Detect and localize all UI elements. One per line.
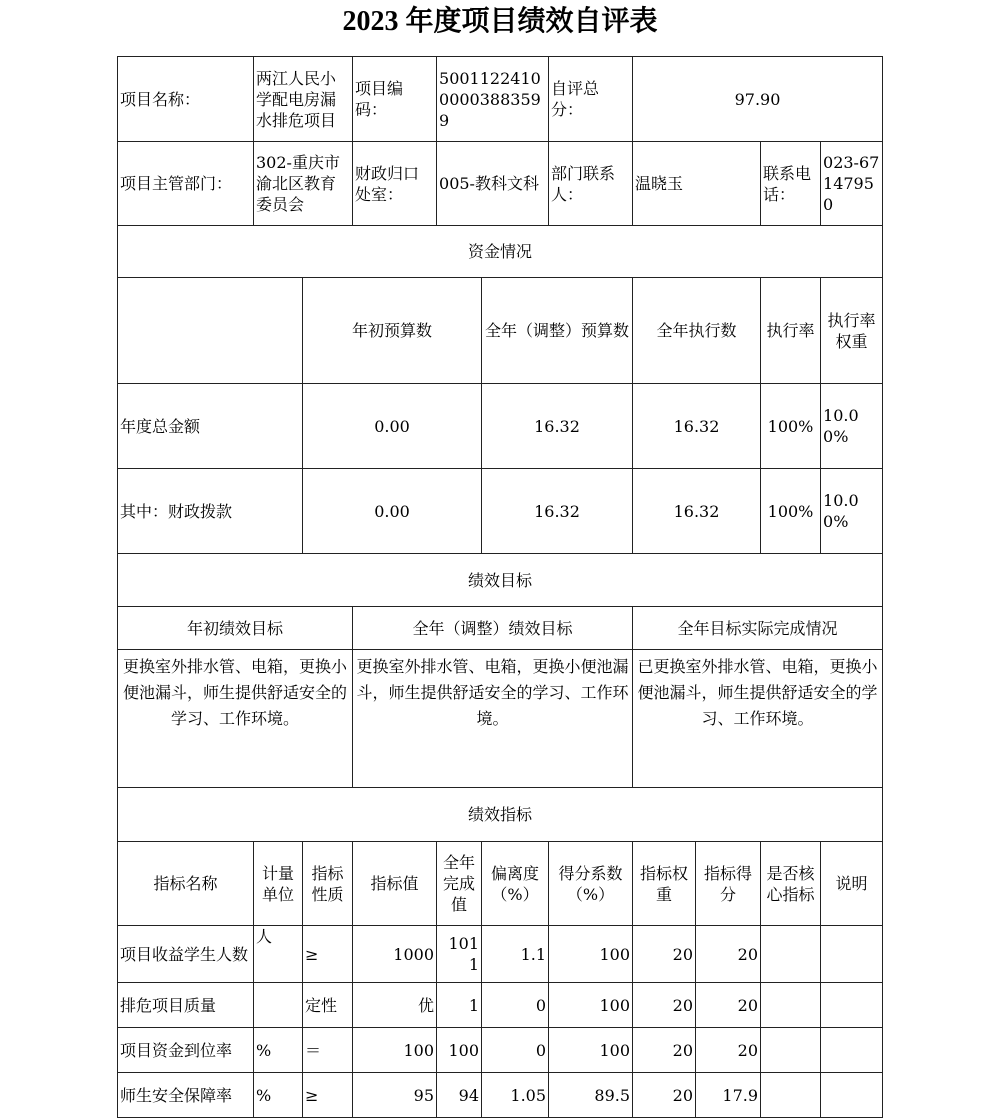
ind-header-note: 说明 — [821, 842, 883, 926]
phone: 023-67147950 — [821, 142, 883, 226]
finance: 005-教科文科 — [437, 142, 549, 226]
indicators-section-title: 绩效指标 — [118, 788, 883, 842]
ind-weight: 20 — [633, 1028, 696, 1073]
table-row — [118, 1028, 883, 1073]
funds-cell: 0.00 — [303, 469, 482, 554]
ind-header-score: 指标得分 — [696, 842, 761, 926]
ind-nature: ≥ — [303, 1073, 353, 1118]
ind-core — [761, 1073, 821, 1118]
ind-core — [761, 983, 821, 1028]
dept: 302-重庆市渝北区教育委员会 — [254, 142, 353, 226]
ind-name: 项目资金到位率 — [118, 1028, 254, 1073]
page-title: 2023 年度项目绩效自评表 — [342, 6, 658, 37]
ind-note — [821, 1073, 883, 1118]
table-row — [118, 384, 883, 469]
table-row — [118, 469, 883, 554]
ind-unit: 人 — [254, 926, 303, 983]
ind-header-weight: 指标权重 — [633, 842, 696, 926]
ind-score: 20 — [696, 983, 761, 1028]
ind-core — [761, 926, 821, 983]
ind-completed: 1 — [437, 983, 482, 1028]
funds-header-empty — [118, 278, 303, 384]
ind-nature: ≥ — [303, 926, 353, 983]
ind-completed: 94 — [437, 1073, 482, 1118]
ind-header-completed: 全年完成值 — [437, 842, 482, 926]
ind-weight: 20 — [633, 926, 696, 983]
contact: 温晓玉 — [633, 142, 761, 226]
ind-coefficient: 89.5 — [549, 1073, 633, 1118]
funds-header-initial-budget: 年初预算数 — [303, 278, 482, 384]
ind-note — [821, 926, 883, 983]
goals-header-initial: 年初绩效目标 — [118, 607, 353, 650]
ind-name: 排危项目质量 — [118, 983, 254, 1028]
ind-header-deviation: 偏离度（%） — [482, 842, 549, 926]
goal-initial: 更换室外排水管、电箱，更换小便池漏斗，师生提供舒适安全的学习、工作环境。 — [118, 650, 353, 788]
funds-row-label: 年度总金额 — [118, 384, 303, 469]
funds-cell: 16.32 — [482, 469, 633, 554]
project-code-label: 项目编码： — [353, 57, 437, 142]
funds-cell: 10.00% — [821, 469, 883, 554]
ind-coefficient: 100 — [549, 983, 633, 1028]
ind-note — [821, 1028, 883, 1073]
ind-deviation: 1.05 — [482, 1073, 549, 1118]
goals-section-title: 绩效目标 — [118, 554, 883, 607]
contact-label: 部门联系人： — [549, 142, 633, 226]
ind-header-nature: 指标性质 — [303, 842, 353, 926]
ind-coefficient: 100 — [549, 926, 633, 983]
ind-header-coefficient: 得分系数（%） — [549, 842, 633, 926]
table-row — [118, 1073, 883, 1118]
ind-coefficient: 100 — [549, 1028, 633, 1073]
project-code: 500112241000003883599 — [437, 57, 549, 142]
self-score-label: 自评总分： — [549, 57, 633, 142]
funds-header-adjusted-budget: 全年（调整）预算数 — [482, 278, 633, 384]
ind-core — [761, 1028, 821, 1073]
ind-target: 95 — [353, 1073, 437, 1118]
ind-weight: 20 — [633, 983, 696, 1028]
funds-cell: 100% — [761, 384, 821, 469]
goal-actual: 已更换室外排水管、电箱，更换小便池漏斗，师生提供舒适安全的学习、工作环境。 — [633, 650, 883, 788]
ind-unit: % — [254, 1028, 303, 1073]
funds-cell: 10.00% — [821, 384, 883, 469]
ind-completed: 1011 — [437, 926, 482, 983]
ind-nature: 定性 — [303, 983, 353, 1028]
ind-unit: % — [254, 1073, 303, 1118]
ind-unit — [254, 983, 303, 1028]
funds-cell: 100% — [761, 469, 821, 554]
project-name: 两江人民小学配电房漏水排危项目 — [254, 57, 353, 142]
ind-name: 师生安全保障率 — [118, 1073, 254, 1118]
funds-cell: 16.32 — [633, 469, 761, 554]
funds-header-exec-weight: 执行率权重 — [821, 278, 883, 384]
ind-nature: ＝ — [303, 1028, 353, 1073]
ind-target: 优 — [353, 983, 437, 1028]
ind-completed: 100 — [437, 1028, 482, 1073]
ind-header-unit: 计量单位 — [254, 842, 303, 926]
ind-deviation: 0 — [482, 1028, 549, 1073]
self-score: 97.90 — [633, 57, 883, 142]
ind-note — [821, 983, 883, 1028]
ind-target: 1000 — [353, 926, 437, 983]
ind-score: 20 — [696, 926, 761, 983]
phone-label: 联系电话： — [761, 142, 821, 226]
project-name-label: 项目名称： — [118, 57, 254, 142]
ind-header-target: 指标值 — [353, 842, 437, 926]
table-row — [118, 926, 883, 983]
ind-header-core: 是否核心指标 — [761, 842, 821, 926]
funds-cell: 16.32 — [633, 384, 761, 469]
funds-row-label: 其中：财政拨款 — [118, 469, 303, 554]
ind-name: 项目收益学生人数 — [118, 926, 254, 983]
ind-deviation: 1.1 — [482, 926, 549, 983]
table-row — [118, 983, 883, 1028]
ind-deviation: 0 — [482, 983, 549, 1028]
goals-header-actual: 全年目标实际完成情况 — [633, 607, 883, 650]
ind-score: 20 — [696, 1028, 761, 1073]
funds-cell: 16.32 — [482, 384, 633, 469]
funds-section-title: 资金情况 — [118, 226, 883, 278]
ind-score: 17.9 — [696, 1073, 761, 1118]
finance-label: 财政归口处室： — [353, 142, 437, 226]
dept-label: 项目主管部门： — [118, 142, 254, 226]
funds-header-exec-rate: 执行率 — [761, 278, 821, 384]
goals-header-adjusted: 全年（调整）绩效目标 — [353, 607, 633, 650]
goal-adjusted: 更换室外排水管、电箱，更换小便池漏斗，师生提供舒适安全的学习、工作环境。 — [353, 650, 633, 788]
performance-table — [117, 56, 883, 1118]
funds-header-executed: 全年执行数 — [633, 278, 761, 384]
ind-weight: 20 — [633, 1073, 696, 1118]
ind-header-name: 指标名称 — [118, 842, 254, 926]
funds-cell: 0.00 — [303, 384, 482, 469]
ind-target: 100 — [353, 1028, 437, 1073]
